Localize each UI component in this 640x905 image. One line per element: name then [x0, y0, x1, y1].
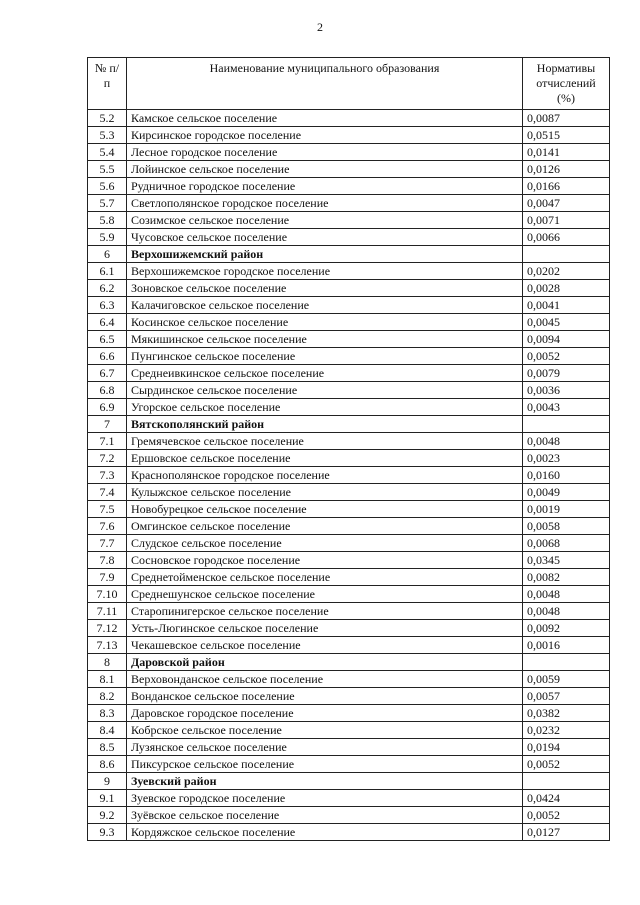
table-row [88, 569, 610, 586]
table-row [88, 144, 610, 161]
cell-name: Пиксурское сельское поселение [127, 756, 523, 773]
cell-number: 7.3 [88, 467, 127, 484]
cell-name: Камское сельское поселение [127, 110, 523, 127]
table-row [88, 756, 610, 773]
cell-number: 6.2 [88, 280, 127, 297]
cell-number: 5.8 [88, 212, 127, 229]
cell-name: Зоновское сельское поселение [127, 280, 523, 297]
cell-value: 0,0087 [523, 110, 610, 127]
cell-number: 7.4 [88, 484, 127, 501]
cell-number: 8 [88, 654, 127, 671]
cell-name: Кордяжское сельское поселение [127, 824, 523, 841]
cell-value [523, 246, 610, 263]
cell-name: Мякишинское сельское поселение [127, 331, 523, 348]
cell-number: 8.4 [88, 722, 127, 739]
cell-name: Ершовское сельское поселение [127, 450, 523, 467]
cell-number: 7.13 [88, 637, 127, 654]
cell-name: Слудское сельское поселение [127, 535, 523, 552]
table-row [88, 263, 610, 280]
cell-value: 0,0016 [523, 637, 610, 654]
cell-name: Омгинское сельское поселение [127, 518, 523, 535]
cell-value: 0,0066 [523, 229, 610, 246]
table-row [88, 433, 610, 450]
cell-name: Даровское городское поселение [127, 705, 523, 722]
cell-number: 6.4 [88, 314, 127, 331]
cell-value: 0,0036 [523, 382, 610, 399]
cell-name: Рудничное городское поселение [127, 178, 523, 195]
cell-value: 0,0023 [523, 450, 610, 467]
cell-value: 0,0094 [523, 331, 610, 348]
district-name: Вятскополянский район [127, 416, 523, 433]
cell-value: 0,0052 [523, 807, 610, 824]
cell-name: Лузянское сельское поселение [127, 739, 523, 756]
table-row [88, 552, 610, 569]
table-row [88, 450, 610, 467]
cell-number: 8.3 [88, 705, 127, 722]
cell-value: 0,0232 [523, 722, 610, 739]
table-row [88, 331, 610, 348]
cell-name: Верховонданское сельское поселение [127, 671, 523, 688]
cell-value: 0,0382 [523, 705, 610, 722]
table-row [88, 127, 610, 144]
cell-value: 0,0079 [523, 365, 610, 382]
table-row [88, 297, 610, 314]
cell-value: 0,0049 [523, 484, 610, 501]
cell-number: 7.9 [88, 569, 127, 586]
cell-name: Косинское сельское поселение [127, 314, 523, 331]
cell-number: 6.8 [88, 382, 127, 399]
cell-name: Гремячевское сельское поселение [127, 433, 523, 450]
table-row [88, 280, 610, 297]
cell-number: 5.3 [88, 127, 127, 144]
cell-value: 0,0202 [523, 263, 610, 280]
cell-number: 6.6 [88, 348, 127, 365]
cell-value: 0,0092 [523, 620, 610, 637]
cell-number: 7.12 [88, 620, 127, 637]
cell-name: Светлополянское городское поселение [127, 195, 523, 212]
page-number: 2 [317, 20, 323, 34]
cell-value: 0,0045 [523, 314, 610, 331]
cell-name: Верхошижемское городское поселение [127, 263, 523, 280]
cell-name: Кирсинское городское поселение [127, 127, 523, 144]
cell-name: Лойинское сельское поселение [127, 161, 523, 178]
cell-number: 6 [88, 246, 127, 263]
district-name: Даровской район [127, 654, 523, 671]
cell-value: 0,0424 [523, 790, 610, 807]
district-row [88, 773, 610, 790]
cell-number: 7.6 [88, 518, 127, 535]
cell-value: 0,0047 [523, 195, 610, 212]
cell-value: 0,0127 [523, 824, 610, 841]
table-row [88, 586, 610, 603]
cell-value: 0,0059 [523, 671, 610, 688]
cell-value: 0,0141 [523, 144, 610, 161]
district-row [88, 416, 610, 433]
cell-name: Новобурецкое сельское поселение [127, 501, 523, 518]
table-row [88, 382, 610, 399]
cell-name: Созимское сельское поселение [127, 212, 523, 229]
table-row [88, 518, 610, 535]
cell-number: 9.1 [88, 790, 127, 807]
cell-name: Краснополянское городское поселение [127, 467, 523, 484]
table-row [88, 348, 610, 365]
table-row [88, 807, 610, 824]
cell-name: Среднеивкинское сельское поселение [127, 365, 523, 382]
table-row [88, 365, 610, 382]
cell-number: 6.7 [88, 365, 127, 382]
cell-value [523, 773, 610, 790]
cell-value: 0,0058 [523, 518, 610, 535]
cell-number: 7.10 [88, 586, 127, 603]
cell-value: 0,0126 [523, 161, 610, 178]
cell-value: 0,0048 [523, 433, 610, 450]
cell-number: 8.1 [88, 671, 127, 688]
district-row [88, 654, 610, 671]
cell-number: 8.6 [88, 756, 127, 773]
cell-value [523, 654, 610, 671]
cell-number: 7.1 [88, 433, 127, 450]
cell-number: 6.3 [88, 297, 127, 314]
norms-table [87, 57, 610, 841]
cell-number: 9.3 [88, 824, 127, 841]
cell-value: 0,0166 [523, 178, 610, 195]
cell-name: Среднетойменское сельское поселение [127, 569, 523, 586]
cell-value: 0,0160 [523, 467, 610, 484]
cell-number: 6.5 [88, 331, 127, 348]
table-header-row [88, 58, 610, 110]
cell-number: 8.5 [88, 739, 127, 756]
cell-name: Сырдинское сельское поселение [127, 382, 523, 399]
table-row [88, 399, 610, 416]
cell-name: Калачиговское сельское поселение [127, 297, 523, 314]
table-row [88, 671, 610, 688]
cell-value: 0,0052 [523, 756, 610, 773]
cell-value: 0,0019 [523, 501, 610, 518]
table-body [88, 110, 610, 841]
cell-number: 5.7 [88, 195, 127, 212]
cell-value: 0,0048 [523, 603, 610, 620]
table-row [88, 637, 610, 654]
cell-number: 9 [88, 773, 127, 790]
cell-value: 0,0515 [523, 127, 610, 144]
cell-value [523, 416, 610, 433]
table-row [88, 824, 610, 841]
cell-value: 0,0043 [523, 399, 610, 416]
header-number: № п/п [88, 58, 127, 110]
table-row [88, 110, 610, 127]
cell-name: Угорское сельское поселение [127, 399, 523, 416]
cell-number: 5.5 [88, 161, 127, 178]
cell-name: Пунгинское сельское поселение [127, 348, 523, 365]
table-row [88, 178, 610, 195]
cell-name: Сосновское городское поселение [127, 552, 523, 569]
table-row [88, 535, 610, 552]
cell-name: Чусовское сельское поселение [127, 229, 523, 246]
cell-name: Лесное городское поселение [127, 144, 523, 161]
table-row [88, 501, 610, 518]
table-row [88, 603, 610, 620]
cell-value: 0,0068 [523, 535, 610, 552]
table-row [88, 722, 610, 739]
cell-name: Чекашевское сельское поселение [127, 637, 523, 654]
table-row [88, 161, 610, 178]
cell-name: Зуёвское сельское поселение [127, 807, 523, 824]
cell-number: 7.5 [88, 501, 127, 518]
cell-number: 5.9 [88, 229, 127, 246]
cell-value: 0,0057 [523, 688, 610, 705]
table-row [88, 484, 610, 501]
district-name: Верхошижемский район [127, 246, 523, 263]
table-row [88, 739, 610, 756]
table-row [88, 212, 610, 229]
table-row [88, 620, 610, 637]
cell-name: Зуевское городское поселение [127, 790, 523, 807]
cell-number: 7.7 [88, 535, 127, 552]
table-row [88, 467, 610, 484]
cell-number: 5.6 [88, 178, 127, 195]
cell-number: 7.2 [88, 450, 127, 467]
cell-number: 8.2 [88, 688, 127, 705]
cell-value: 0,0028 [523, 280, 610, 297]
cell-name: Кобрское сельское поселение [127, 722, 523, 739]
cell-number: 9.2 [88, 807, 127, 824]
cell-number: 7.11 [88, 603, 127, 620]
table-row [88, 705, 610, 722]
cell-value: 0,0048 [523, 586, 610, 603]
cell-name: Среднешунское сельское поселение [127, 586, 523, 603]
cell-number: 6.1 [88, 263, 127, 280]
cell-value: 0,0194 [523, 739, 610, 756]
cell-name: Усть-Люгинское сельское поселение [127, 620, 523, 637]
cell-value: 0,0345 [523, 552, 610, 569]
cell-name: Вонданское сельское поселение [127, 688, 523, 705]
cell-value: 0,0041 [523, 297, 610, 314]
cell-number: 5.4 [88, 144, 127, 161]
table-row [88, 314, 610, 331]
cell-number: 5.2 [88, 110, 127, 127]
cell-value: 0,0052 [523, 348, 610, 365]
header-value: Нормативы отчислений (%) [523, 58, 610, 110]
cell-number: 6.9 [88, 399, 127, 416]
cell-name: Кулыжское сельское поселение [127, 484, 523, 501]
cell-number: 7.8 [88, 552, 127, 569]
cell-number: 7 [88, 416, 127, 433]
district-name: Зуевский район [127, 773, 523, 790]
cell-value: 0,0071 [523, 212, 610, 229]
table-row [88, 688, 610, 705]
cell-value: 0,0082 [523, 569, 610, 586]
table-row [88, 229, 610, 246]
table-row [88, 195, 610, 212]
cell-name: Старопинигерское сельское поселение [127, 603, 523, 620]
header-name: Наименование муниципального образования [127, 58, 523, 110]
table-row [88, 790, 610, 807]
district-row [88, 246, 610, 263]
